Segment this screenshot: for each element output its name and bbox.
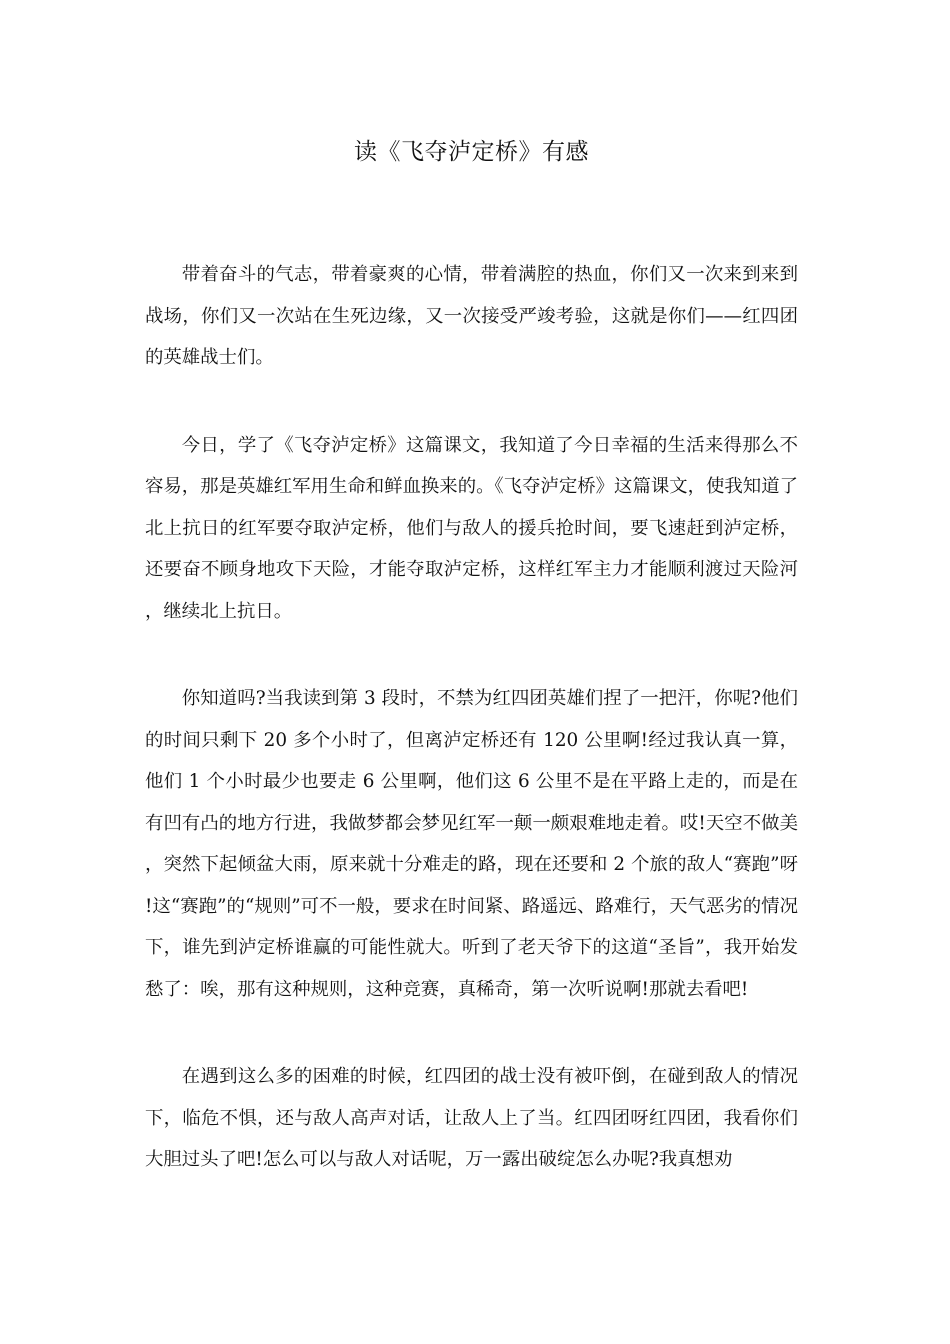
document-body [145,254,798,1181]
document-title: 读《飞夺泸定桥》有感 [354,139,589,165]
paragraph-4: 在遇到这么多的困难的时候，红四团的战士没有被吓倒，在碰到敌人的情况下，临危不惧，还与敌人高声对话，让敌人上了当。红四团呀红四团，我看你们大胆过头了吧!怎么可以与敌人对话呢，万一露出破绽怎么办呢?我真想劝 [145,1066,798,1170]
paragraph-3: 你知道吗?当我读到第 3 段时，不禁为红四团英雄们捏了一把汗，你呢?他们的时间只剩下 20 多个小时了，但离泸定桥还有 120 公里啊!经过我认真一算，他们 1 个小时最少也要走 6 公里啊，他们这 6 公里不是在平路上走的，而是在有凹有凸的地方行进，我做梦都会梦见红军一颠一颇艰难地走着。哎!天空不做美，突然下起倾盆大雨，原来就十分难走的路，现在还要和 2 个旅的敌人“赛跑”呀!这“赛跑”的“规则”可不一般，要求在时间紧、路遥远、路难行，天气恶劣的情况下，谁先到泸定桥谁赢的可能性就大。听到了老天爷下的这道“圣旨”，我开始发愁了：唉，那有这种规则，这种竞赛，真稀奇，第一次听说啊!那就去看吧! [145,688,798,1000]
paragraph-1: 带着奋斗的气志，带着豪爽的心情，带着满腔的热血，你们又一次来到来到战场，你们又一次站在生死边缘，又一次接受严竣考验，这就是你们——红四团的英雄战士们。 [145,264,798,368]
paragraph-2: 今日，学了《飞夺泸定桥》这篇课文，我知道了今日幸福的生活来得那么不容易，那是英雄红军用生命和鲜血换来的。《飞夺泸定桥》这篇课文，使我知道了北上抗日的红军要夺取泸定桥，他们与敌人的援兵抢时间，要飞速赶到泸定桥，还要奋不顾身地攻下天险，才能夺取泸定桥，这样红军主力才能顺利渡过天险河，继续北上抗日。 [145,434,798,622]
